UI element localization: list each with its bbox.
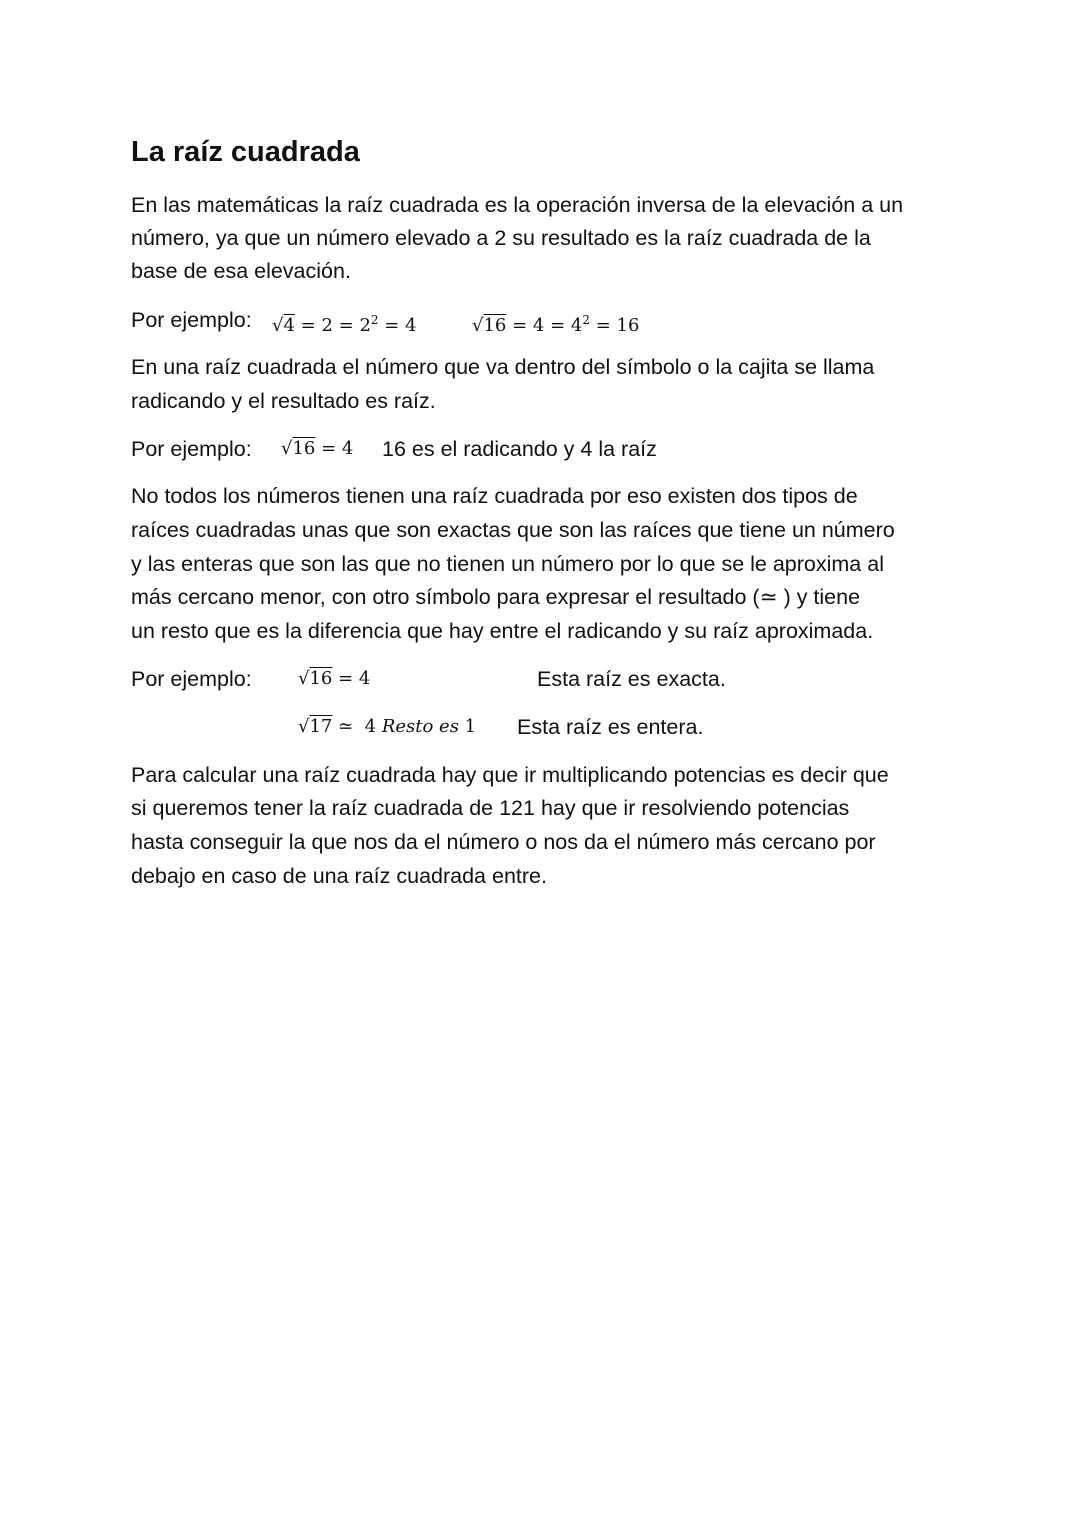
paragraph-line: y las enteras que son las que no tienen un número por lo que se le aproxima al — [131, 552, 884, 576]
paragraph-line: hasta conseguir la que nos da el número o nos da el número más cercano por — [131, 830, 876, 854]
formula-text: = 4 — [378, 315, 417, 336]
example-2 — [131, 435, 657, 463]
example-label: Por ejemplo: — [131, 667, 252, 691]
paragraph-line: radicando y el resultado es raíz. — [131, 389, 436, 413]
radicand: 16 — [292, 438, 316, 459]
paragraph-line: un resto que es la diferencia que hay entre el radicando y su raíz aproximada. — [131, 619, 874, 643]
formula-text: 1 — [458, 716, 477, 737]
paragraph-line: más cercano menor, con otro símbolo para expresar el resultado (≃ ) y tiene — [131, 585, 861, 609]
formula-text: = 2 = 2 — [294, 315, 371, 336]
formula-text: ≃ 4 — [332, 716, 382, 737]
formula-sqrt16: √16 = 4 — [298, 668, 371, 689]
formula-sqrt16: √16 = 4 — [281, 438, 354, 459]
formula-sqrt16: $√16 = 4 = 4^2 = 16$ — [472, 313, 640, 336]
example-text: 16 es el radicando y 4 la raíz — [382, 437, 657, 461]
radicand: 4 — [283, 315, 295, 336]
formula-text: = 16 — [590, 315, 640, 336]
formula-text: = 4 — [332, 668, 371, 689]
paragraph-line: debajo en caso de una raíz cuadrada entre. — [131, 864, 547, 888]
paragraph-line: En las matemáticas la raíz cuadrada es la operación inversa de la elevación a un — [131, 193, 904, 217]
paragraph-line: raíces cuadradas unas que son exactas que son las raíces que tiene un número — [131, 518, 895, 542]
example-text: Esta raíz es entera. — [517, 715, 704, 739]
paragraph-line: Para calcular una raíz cuadrada hay que ir multiplicando potencias es decir que — [131, 763, 889, 787]
exponent: 2 — [582, 313, 590, 327]
paragraph-line: En una raíz cuadrada el número que va dentro del símbolo o la cajita se llama — [131, 355, 875, 379]
page-title: La raíz cuadrada — [131, 136, 360, 168]
paragraph-line: No todos los números tienen una raíz cuadrada por eso existen dos tipos de — [131, 484, 858, 508]
formula-text: = 4 — [315, 438, 354, 459]
paragraph-line: si queremos tener la raíz cuadrada de 121 hay que ir resolviendo potencias — [131, 796, 850, 820]
paragraph-line: número, ya que un número elevado a 2 su resultado es la raíz cuadrada de la — [131, 226, 871, 250]
formula-text: Resto es — [381, 716, 459, 737]
example-label: Por ejemplo: — [131, 308, 252, 332]
radicand: 16 — [483, 315, 507, 336]
formula-text: = 4 = 4 — [506, 315, 583, 336]
example-3-row-1 — [131, 665, 726, 693]
exponent: 2 — [370, 313, 379, 327]
radicand: 16 — [309, 668, 333, 689]
formula-sqrt4: $√4 = 2 = 2^2 = 4$ — [272, 313, 417, 336]
example-label: Por ejemplo: — [131, 437, 252, 461]
formula-sqrt17: √17 ≃ 4 Resto es 1 — [298, 716, 477, 737]
paragraph-line: base de esa elevación. — [131, 259, 351, 283]
example-text: Esta raíz es exacta. — [537, 667, 726, 691]
radicand: 17 — [309, 716, 333, 737]
example-1 — [131, 306, 640, 336]
